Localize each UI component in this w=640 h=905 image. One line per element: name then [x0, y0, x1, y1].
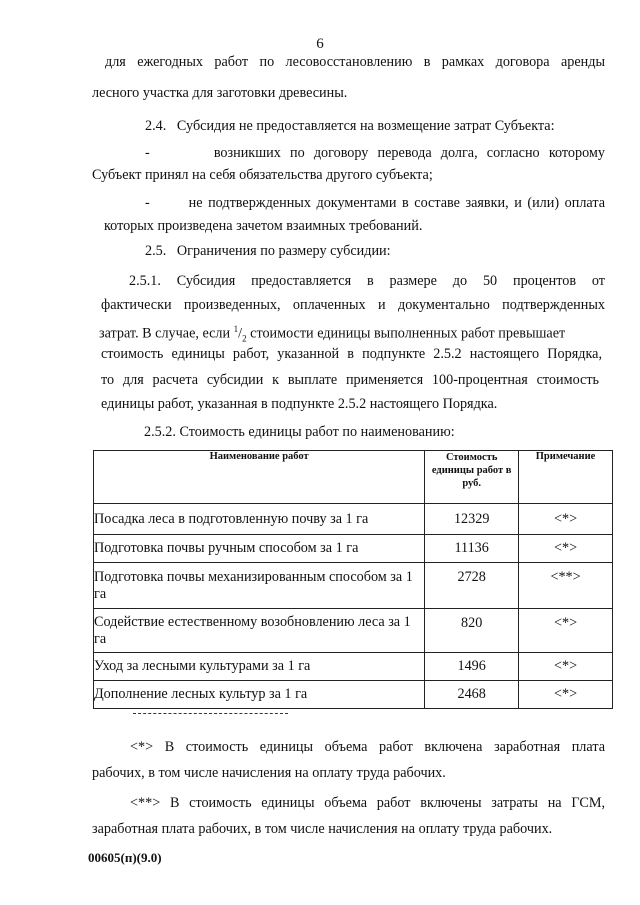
unit-cost-cell: 11136	[425, 535, 519, 563]
fraction-numerator: 1	[233, 324, 239, 334]
note-cell: <*>	[519, 504, 613, 535]
paragraph-line: единицы работ, указанная в подпункте 2.5.2 настоящего Порядка.	[101, 396, 498, 412]
fraction-denominator: 2	[242, 333, 247, 344]
note-cell: <*>	[519, 535, 613, 563]
header-unit-cost-line: руб.	[462, 478, 482, 489]
unit-cost-cell: 2728	[425, 563, 519, 609]
clause-2-5-1: 2.5.1. Субсидия предоставляется в размере до 50 процентов от	[129, 273, 605, 289]
text-segment: стоимости единицы выполненных работ превышает	[246, 325, 566, 342]
header-work-name: Наименование работ	[94, 451, 425, 504]
clause-2-4: 2.4. Субсидия не предоставляется на возмещение затрат Субъекта:	[145, 118, 555, 134]
page-number: 6	[316, 36, 324, 52]
clause-2-5: 2.5. Ограничения по размеру субсидии:	[145, 243, 391, 259]
work-name-cell: Подготовка почвы ручным способом за 1 га	[94, 535, 425, 563]
table-row	[94, 535, 613, 563]
work-name-cell: Посадка леса в подготовленную почву за 1 га	[94, 504, 425, 535]
note-cell: <**>	[519, 563, 613, 609]
paragraph-line: стоимость единицы работ, указанной в подпункте 2.5.2 настоящего Порядка,	[101, 346, 602, 362]
table-row	[94, 609, 613, 653]
table-row	[94, 653, 613, 681]
paragraph-line: то для расчета субсидии к выплате применяется 100-процентная стоимость	[101, 372, 599, 388]
footnote-1: <*> В стоимость единицы объема работ включена заработная плата	[130, 739, 605, 755]
header-note: Примечание	[519, 451, 613, 504]
unit-cost-cell: 820	[425, 609, 519, 653]
paragraph-line: которых произведена зачетом взаимных требований.	[104, 218, 423, 234]
clause-2-4-item-1: - возникших по договору перевода долга, согласно которому	[145, 145, 605, 161]
table-header-row	[94, 451, 613, 504]
work-name-cell: Дополнение лесных культур за 1 га	[94, 681, 425, 709]
work-name-cell: Уход за лесными культурами за 1 га	[94, 653, 425, 681]
paragraph-line: Субъект принял на себя обязательства другого субъекта;	[92, 167, 433, 183]
note-cell: <*>	[519, 609, 613, 653]
table-row	[94, 504, 613, 535]
document-code: 00605(п)(9.0)	[88, 850, 162, 865]
header-unit-cost-line: Стоимость	[445, 452, 498, 463]
footnote-1-cont: рабочих, в том числе начисления на оплату труда рабочих.	[92, 765, 446, 781]
paragraph-line: фактически произведенных, оплаченных и документально подтвержденных	[101, 297, 605, 313]
note-cell: <*>	[519, 681, 613, 709]
clause-2-5-2: 2.5.2. Стоимость единицы работ по наименованию:	[144, 424, 455, 440]
note-cell: <*>	[519, 653, 613, 681]
paragraph-line-fraction: затрат. В случае, если $^1/_2$ стоимости единицы выполненных работ превышает	[99, 324, 566, 344]
header-unit-cost-line: единицы работ в	[431, 465, 512, 476]
unit-cost-cell: 2468	[425, 681, 519, 709]
footnote-2: <**> В стоимость единицы объема работ включены затраты на ГСМ,	[130, 795, 605, 811]
paragraph-line: для ежегодных работ по лесовосстановлению в рамках договора аренды	[105, 54, 605, 70]
work-name-cell: Подготовка почвы механизированным способом за 1 га	[94, 563, 425, 609]
footnote-2-cont: заработная плата рабочих, в том числе начисления на оплату труда рабочих.	[92, 821, 553, 837]
work-cost-table	[93, 450, 613, 709]
header-unit-cost	[425, 451, 519, 504]
footnote-separator	[133, 713, 288, 714]
paragraph-line: лесного участка для заготовки древесины.	[92, 85, 348, 101]
clause-2-4-item-2: - не подтвержденных документами в составе заявки, и (или) оплата	[145, 195, 605, 211]
unit-cost-cell: 1496	[425, 653, 519, 681]
table-row	[94, 681, 613, 709]
table-row	[94, 563, 613, 609]
unit-cost-cell: 12329	[425, 504, 519, 535]
work-name-cell: Содействие естественному возобновлению леса за 1 га	[94, 609, 425, 653]
text-segment: затрат. В случае, если	[99, 325, 234, 342]
